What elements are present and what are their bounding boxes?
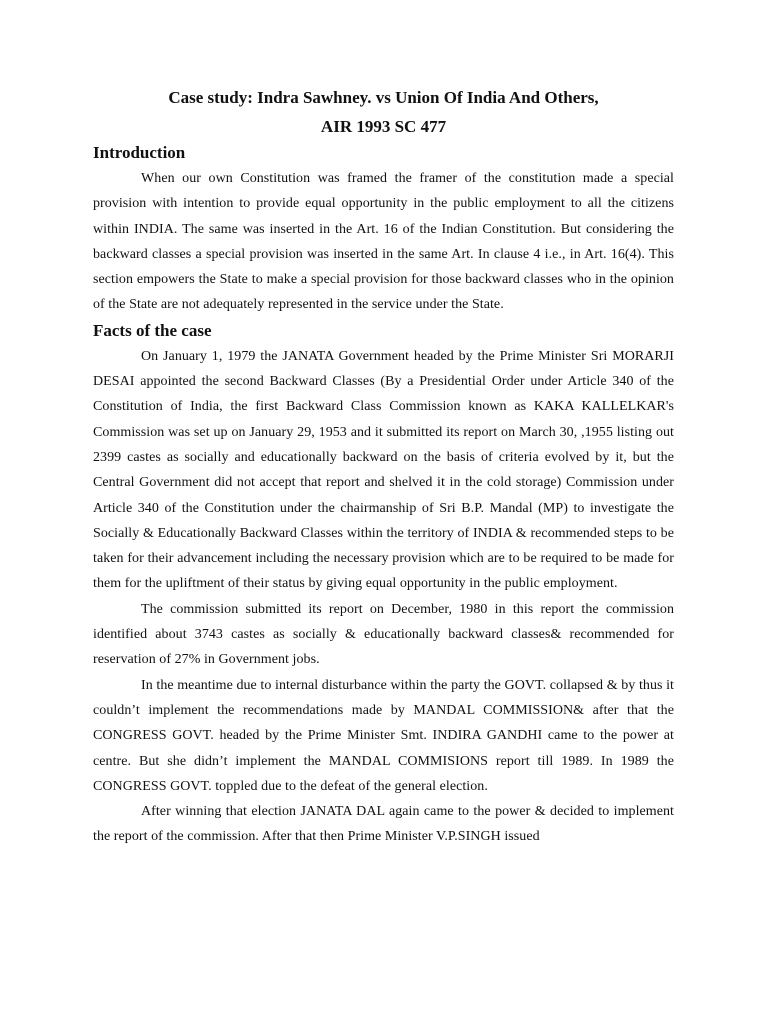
case-title: Case study: Indra Sawhney. vs Union Of India And Others, xyxy=(168,88,599,107)
facts-heading: Facts of the case xyxy=(93,320,212,340)
facts-paragraph-2: The commission submitted its report on December, 1980 in this report the commission identified about 3743 castes as socially & educationally backward classes& recommended for reservation of 27% in Government jobs. xyxy=(93,601,674,668)
facts-paragraph-4: After winning that election JANATA DAL again came to the power & decided to implement the report of the commission. After that then Prime Minister V.P.SINGH issued xyxy=(93,804,674,845)
introduction-paragraph: When our own Constitution was framed the framer of the constitution made a special provision with intention to provide equal opportunity in the public employment to all the citizens within INDIA. The same was inserted in the Art. 16 of the Indian Constitution. But considering the backward classes a special provision was inserted in the same Art. In clause 4 i.e., in Art. 16(4). This section empowers the State to make a special provision for those backward classes who in the opinion of the State are not adequately represented in the service under the State. xyxy=(93,171,674,313)
introduction-heading: Introduction xyxy=(93,143,186,162)
case-citation: AIR 1993 SC 477 xyxy=(320,117,447,136)
document-page xyxy=(93,84,674,850)
facts-paragraph-1: On January 1, 1979 the JANATA Government headed by the Prime Minister Sri MORARJI DESAI appointed the second Backward Classes (By a Presidential Order under Article 340 of the Constitution of India, the first Backward Class Commission known as KAKA KALLELKAR's Commission was set up on January 29, 1953 and it submitted its report on March 30, ,1955 listing out 2399 castes as socially and educationally backward on the basis of criteria evolved by it, but the Central Government did not accept that report and shelved it in the cold storage) Commission under Article 340 of the Constitution under the chairmanship of Sri B.P. Mandal (MP) to investigate the Socially & Educationally Backward Classes within the territory of INDIA & recommended steps to be taken for their advancement including the necessary provision which are to be required to be made for them for the upliftment of their status by giving equal opportunity in the public employment. xyxy=(93,348,674,592)
facts-paragraph-3: In the meantime due to internal disturbance within the party the GOVT. collapsed & by thus it couldn’t implement the recommendations made by MANDAL COMMISSION& after that the CONGRESS GOVT. headed by the Prime Minister Smt. INDIRA GANDHI came to the power at centre. But she didn’t implement the MANDAL COMMISIONS report till 1989. In 1989 the CONGRESS GOVT. toppled due to the defeat of the general election. xyxy=(93,677,674,794)
